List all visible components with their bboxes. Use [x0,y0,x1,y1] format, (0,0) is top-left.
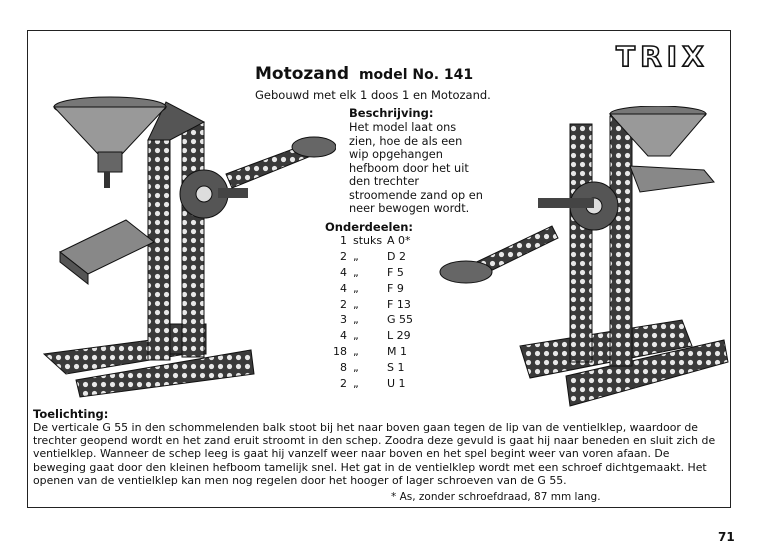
part-code: U 1 [387,377,406,391]
parts-heading: Onderdeelen: [325,220,414,234]
part-code: A 0* [387,234,411,247]
notes-body: De verticale G 55 in den schommelenden balk stoot bij het naar boven gaan tegen de lip van de ventielklep, waardoor de trechter geopend wordt en het zand eruit stroomt in den schep. Zoodra deze gevuld is gaat hij naar beneden en sluit zich de ventielklep. Wanneer de schep leeg is gaat hij vanzelf weer naar boven en het spel begint weer van voren afaan. De beweging gaat door den kleinen hefboom tamelijk snel. Het gat in de ventielklep wordt met een schroef dichtgemaakt. Het openen van de ventielklep kan men nog regelen door het hooger of lager schroeven van de G 55. [33,421,716,487]
lever-arm [440,226,558,283]
part-quantity: 2 [340,297,347,311]
vertical-girder [570,116,632,366]
part-unit: stuks [353,234,383,247]
model-illustration-right [434,106,734,410]
scoop [630,166,714,192]
part-unit: „ [353,281,359,295]
part-quantity: 4 [340,281,347,295]
part-quantity: 4 [340,265,347,279]
part-unit: „ [353,361,359,375]
part-code: F 5 [387,265,404,279]
part-quantity: 1 [340,234,347,247]
part-quantity: 4 [340,329,347,343]
part-unit: „ [353,313,359,327]
page-title [255,64,473,84]
title-name: Motozand [255,64,350,84]
part-unit: „ [353,297,359,311]
part-code: L 29 [387,329,411,343]
part-code: F 9 [387,281,404,295]
part-unit: „ [353,265,359,279]
part-code: D 2 [387,249,406,263]
model-illustration-left [36,92,336,402]
part-code: S 1 [387,361,405,375]
page-number: 71 [718,530,735,544]
part-unit: „ [353,377,359,391]
part-quantity: 18 [333,345,347,359]
lever-arm [226,137,336,188]
vertical-girder [148,102,204,360]
page-subtitle: Gebouwd met elk 1 doos 1 en Motozand. [255,88,491,102]
scoop [60,220,154,284]
part-unit: „ [353,329,359,343]
part-quantity: 3 [340,313,347,327]
description-body: Het model laat ons zien, hoe de als een wip opgehangen hefboom door het uit den trechter stroomende zand op en neer bewogen wordt. [349,121,483,215]
footnote: * As, zonder schroefdraad, 87 mm lang. [391,491,601,503]
part-unit: „ [353,249,359,263]
part-quantity: 8 [340,361,347,375]
part-unit: „ [353,345,359,359]
part-code: M 1 [387,345,407,359]
notes-heading: Toelichting: [33,407,109,421]
description-heading: Beschrijving: [349,106,434,120]
part-code: F 13 [387,297,411,311]
brand-logo: TRIX [616,40,709,73]
part-code: G 55 [387,313,414,327]
flywheel [538,182,618,230]
part-quantity: 2 [340,377,347,391]
part-quantity: 2 [340,249,347,263]
title-model: model No. 141 [358,67,474,83]
